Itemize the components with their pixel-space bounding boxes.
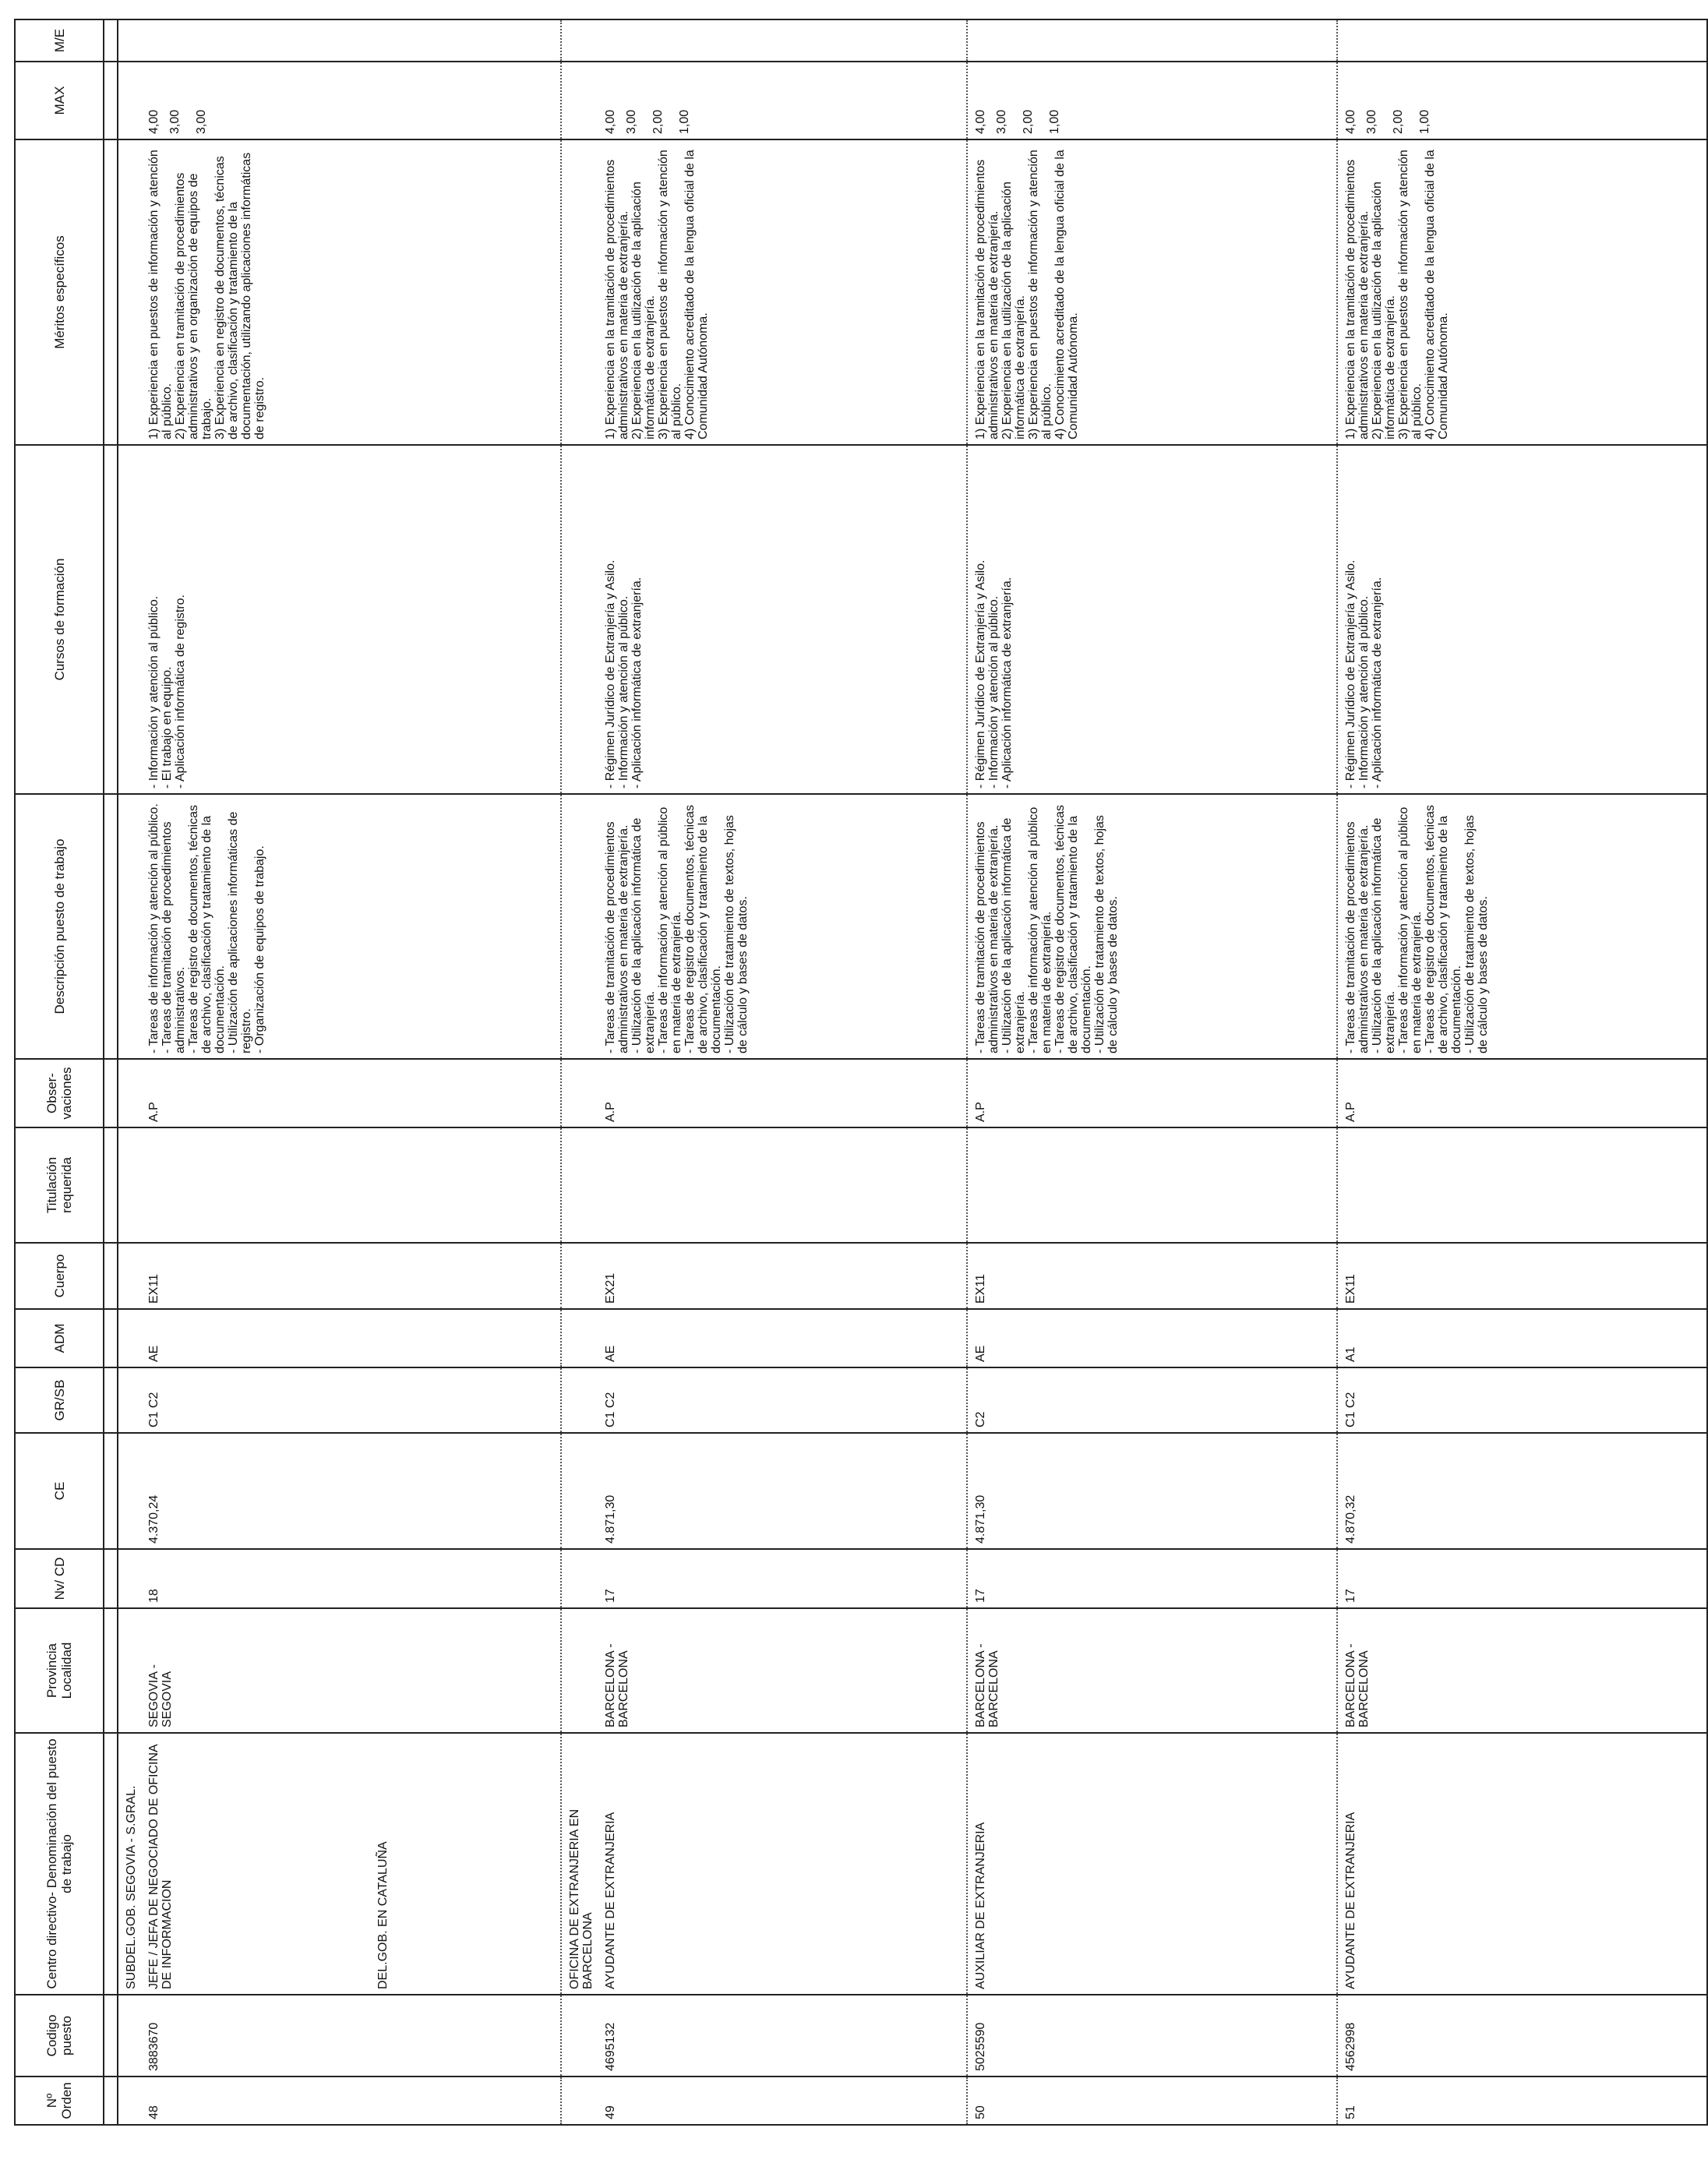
cell-observaciones: A.P: [141, 1059, 561, 1127]
meritos-line: 4) Conocimiento acreditado de la lengua oficial de la Comunidad Autónoma.: [1424, 150, 1450, 439]
unit-heading: SUBDEL.GOB. SEGOVIA - S.GRAL.: [118, 1733, 141, 1995]
cell-cuerpo: EX11: [141, 1243, 561, 1309]
empty-cell: [561, 445, 598, 794]
header-row: [15, 19, 104, 2125]
descripcion-line: - Utilización de la aplicación informática de extranjería.: [1371, 817, 1397, 1053]
cell-observaciones: A.P: [1337, 1059, 1707, 1127]
cell-max: [141, 62, 561, 139]
cell-cursos: [1337, 445, 1707, 794]
meritos-line: 3) Experiencia en puestos de información y atención al público.: [657, 150, 683, 439]
max-line: 3,00: [1365, 109, 1378, 134]
header-cuerpo: Cuerpo: [15, 1243, 104, 1309]
unit-heading: OFICINA DE EXTRANJERIA EN BARCELONA: [561, 1733, 598, 1995]
empty-cell: [118, 1608, 141, 1733]
empty-cell: [118, 2077, 141, 2125]
cell-observaciones: A.P: [598, 1059, 967, 1127]
delegation-heading: DEL.GOB. EN CATALUÑA: [376, 1841, 390, 1989]
max-line: 4,00: [974, 109, 987, 134]
header-provincia: Provincia Localidad: [15, 1608, 104, 1733]
table-row: [598, 19, 967, 2125]
cell-adm: A1: [1337, 1309, 1707, 1367]
meritos-line: 1) Experiencia en la tramitación de procedimientos administrativos en materia de extranjería.: [1344, 159, 1371, 439]
empty-cell: [118, 1549, 141, 1608]
meritos-line: 3) Experiencia en puestos de información y atención al público.: [1397, 150, 1424, 439]
cell-descripcion: [1337, 794, 1707, 1059]
empty-cell: [118, 1243, 141, 1309]
max-line: 3,00: [625, 109, 638, 134]
cursos-line: - Aplicación informática de registro.: [174, 595, 187, 789]
cell-observaciones: A.P: [967, 1059, 1337, 1127]
descripcion-line: - Tareas de tramitación de procedimientos administrativos en materia de extranjería.: [974, 821, 1000, 1053]
descripcion-line: - Tareas de información y atención al público en materia de extranjería.: [1027, 806, 1053, 1053]
empty-cell: [561, 1433, 598, 1549]
header-adm: ADM: [15, 1309, 104, 1367]
cell-meritos: [598, 139, 967, 445]
cell-cursos: [598, 445, 967, 794]
descripcion-line: - Tareas de tramitación de procedimientos administrativos en materia de extranjería.: [1344, 821, 1371, 1053]
cell-descripcion: [598, 794, 967, 1059]
cell-centro: [598, 1733, 967, 1995]
max-line: 3,00: [995, 109, 1008, 134]
header-grupo: GR/SB: [15, 1367, 104, 1433]
cursos-line: - Información y atención al público.: [147, 595, 161, 789]
header-observaciones: Obser- vaciones: [15, 1059, 104, 1127]
descripcion-line: - Tareas de información y atención al público en materia de extranjería.: [1397, 806, 1424, 1053]
cell-cuerpo: EX21: [598, 1243, 967, 1309]
max-line: 4,00: [147, 109, 161, 134]
cell-ce: 4.871,30: [967, 1433, 1337, 1549]
cell-centro: [141, 1733, 561, 1995]
cursos-line: - Régimen Jurídico de Extranjería y Asilo.: [604, 559, 617, 789]
cell-me: [598, 19, 967, 62]
cell-max: [598, 62, 967, 139]
cell-me: [1337, 19, 1707, 62]
meritos-line: 1) Experiencia en la tramitación de procedimientos administrativos en materia de extranjería.: [974, 159, 1000, 439]
cell-max: [1337, 62, 1707, 139]
cell-cuerpo: EX11: [967, 1243, 1337, 1309]
cell-titulacion: [1337, 1127, 1707, 1243]
meritos-line: 1) Experiencia en puestos de información y atención al público.: [147, 150, 174, 439]
cell-max: [967, 62, 1337, 139]
descripcion-line: - Tareas de registro de documentos, técnicas de archivo, clasificación y tratamiento de la documentación.: [1053, 805, 1093, 1053]
cursos-line: - Régimen Jurídico de Extranjería y Asilo.: [1344, 559, 1357, 789]
header-centro: Centro directivo- Denominación del puesto de trabajo: [15, 1733, 104, 1995]
cell-grupo: C1 C2: [1337, 1367, 1707, 1433]
empty-cell: [561, 2077, 598, 2125]
empty-cell: [118, 1059, 141, 1127]
empty-cell: [561, 1127, 598, 1243]
descripcion-line: - Utilización de tratamiento de textos, hojas de cálculo y bases de datos.: [1093, 815, 1120, 1053]
cell-descripcion: [141, 794, 561, 1059]
meritos-line: 4) Conocimiento acreditado de la lengua oficial de la Comunidad Autónoma.: [683, 150, 710, 439]
cell-grupo: C1 C2: [141, 1367, 561, 1433]
meritos-line: 2) Experiencia en la utilización de la aplicación informática de extranjería.: [1000, 182, 1027, 439]
cell-nivel: 17: [598, 1549, 967, 1608]
max-line: 3,00: [195, 109, 208, 134]
descripcion-line: - Tareas de registro de documentos, técnicas de archivo, clasificación y tratamiento de la documentación.: [1424, 805, 1463, 1053]
empty-cell: [118, 1995, 141, 2077]
descripcion-line: - Organización de equipos de trabajo.: [253, 845, 266, 1053]
cell-provincia: BARCELONA - BARCELONA: [1337, 1608, 1707, 1733]
cell-codigo: 4695132: [598, 1995, 967, 2077]
cursos-line: - Aplicación informática de extranjería.: [1000, 577, 1014, 789]
cell-cursos: [141, 445, 561, 794]
cursos-line: - Aplicación informática de extranjería.: [630, 577, 644, 789]
descripcion-line: - Utilización de aplicaciones informáticas de registro.: [227, 811, 253, 1053]
descripcion-line: - Tareas de información y atención al público en materia de extranjería.: [657, 806, 683, 1053]
cell-cuerpo: EX11: [1337, 1243, 1707, 1309]
cell-nivel: 18: [141, 1549, 561, 1608]
empty-cell: [118, 794, 141, 1059]
empty-cell: [118, 1367, 141, 1433]
cell-adm: AE: [967, 1309, 1337, 1367]
cell-centro: [1337, 1733, 1707, 1995]
cell-centro: [967, 1733, 1337, 1995]
meritos-line: 1) Experiencia en la tramitación de procedimientos administrativos en materia de extranjería.: [604, 159, 630, 439]
empty-cell: [561, 1059, 598, 1127]
cell-orden: 49: [598, 2077, 967, 2125]
empty-cell: [118, 1433, 141, 1549]
header-orden: Nº Orden: [15, 2077, 104, 2125]
subheading-row: [118, 19, 141, 2125]
max-line: 4,00: [604, 109, 617, 134]
table-row: [1337, 19, 1707, 2125]
cell-orden: 50: [967, 2077, 1337, 2125]
empty-cell: [561, 1309, 598, 1367]
cell-provincia: BARCELONA - BARCELONA: [598, 1608, 967, 1733]
empty-cell: [561, 1608, 598, 1733]
max-line: 1,00: [1418, 109, 1431, 134]
meritos-line: 2) Experiencia en tramitación de procedimientos administrativos y en organización de equipos de trabajo.: [174, 172, 214, 439]
header-nivel: Nv/ CD: [15, 1549, 104, 1608]
cell-meritos: [1337, 139, 1707, 445]
descripcion-line: - Tareas de información y atención al público.: [147, 803, 161, 1053]
position-name: AYUDANTE DE EXTRANJERIA: [1344, 1812, 1357, 1989]
max-line: 2,00: [1392, 109, 1405, 134]
cell-me: [967, 19, 1337, 62]
cursos-line: - Información y atención al público.: [1357, 595, 1371, 789]
position-name: AUXILIAR DE EXTRANJERIA: [974, 1822, 987, 1989]
max-line: 2,00: [651, 109, 665, 134]
empty-cell: [561, 1995, 598, 2077]
cell-orden: 51: [1337, 2077, 1707, 2125]
max-line: 1,00: [1048, 109, 1061, 134]
header-codigo: Codigo puesto: [15, 1995, 104, 2077]
empty-cell: [118, 445, 141, 794]
cell-titulacion: [141, 1127, 561, 1243]
position-name: AYUDANTE DE EXTRANJERIA: [604, 1812, 617, 1989]
descripcion-line: - Utilización de la aplicación informática de extranjería.: [1000, 817, 1027, 1053]
rotated-page: [0, 12, 1490, 2147]
cell-descripcion: [967, 794, 1337, 1059]
positions-table: [14, 19, 1708, 2126]
cursos-line: - Aplicación informática de extranjería.: [1371, 577, 1384, 789]
descripcion-line: - Utilización de la aplicación informática de extranjería.: [630, 817, 657, 1053]
cell-grupo: C2: [967, 1367, 1337, 1433]
meritos-line: 2) Experiencia en la utilización de la aplicación informática de extranjería.: [630, 182, 657, 439]
cell-ce: 4.870,32: [1337, 1433, 1707, 1549]
max-line: 4,00: [1344, 109, 1357, 134]
cell-codigo: 3883670: [141, 1995, 561, 2077]
cursos-line: - Información y atención al público.: [617, 595, 630, 789]
cell-adm: AE: [598, 1309, 967, 1367]
cursos-line: - El trabajo en equipo.: [161, 666, 174, 789]
cell-nivel: 17: [1337, 1549, 1707, 1608]
empty-cell: [118, 62, 141, 139]
descripcion-line: - Utilización de tratamiento de textos, hojas de cálculo y bases de datos.: [723, 815, 750, 1053]
cell-me: [141, 19, 561, 62]
cell-nivel: 17: [967, 1549, 1337, 1608]
meritos-line: 3) Experiencia en puestos de información y atención al público.: [1027, 150, 1053, 439]
empty-cell: [561, 1549, 598, 1608]
max-line: 1,00: [678, 109, 691, 134]
empty-cell: [561, 1367, 598, 1433]
empty-cell: [561, 19, 598, 62]
descripcion-line: - Tareas de tramitación de procedimientos administrativos en materia de extranjería.: [604, 821, 630, 1053]
cell-ce: 4.370,24: [141, 1433, 561, 1549]
empty-cell: [118, 1127, 141, 1243]
header-cursos: Cursos de formación: [15, 445, 104, 794]
meritos-line: 2) Experiencia en la utilización de la aplicación informática de extranjería.: [1371, 182, 1397, 439]
cell-orden: 48: [141, 2077, 561, 2125]
header-spacer: [104, 19, 118, 2125]
cell-meritos: [967, 139, 1337, 445]
header-titulacion: Titulación requerida: [15, 1127, 104, 1243]
header-meritos: Méritos específicos: [15, 139, 104, 445]
cell-codigo: 4562998: [1337, 1995, 1707, 2077]
cell-codigo: 5025590: [967, 1995, 1337, 2077]
empty-cell: [118, 139, 141, 445]
header-descripcion: Descripción puesto de trabajo: [15, 794, 104, 1059]
header-me: M/E: [15, 19, 104, 62]
meritos-line: 4) Conocimiento acreditado de la lengua oficial de la Comunidad Autónoma.: [1053, 150, 1080, 439]
empty-cell: [561, 62, 598, 139]
descripcion-line: - Tareas de registro de documentos, técnicas de archivo, clasificación y tratamiento de la documentación.: [683, 805, 723, 1053]
empty-cell: [118, 1309, 141, 1367]
meritos-line: 3) Experiencia en registro de documentos, técnicas de archivo, clasificación y tratamiento de la documentación, utilizando aplicaciones informáticas de registro.: [214, 152, 266, 439]
cell-cursos: [967, 445, 1337, 794]
cursos-line: - Información y atención al público.: [987, 595, 1000, 789]
cursos-line: - Régimen Jurídico de Extranjería y Asilo.: [974, 559, 987, 789]
descripcion-line: - Tareas de tramitación de procedimientos administrativos.: [161, 821, 187, 1053]
descripcion-line: - Utilización de tratamiento de textos, hojas de cálculo y bases de datos.: [1463, 815, 1490, 1053]
empty-cell: [561, 139, 598, 445]
descripcion-line: - Tareas de registro de documentos, técnicas de archivo, clasificación y tratamiento de la documentación.: [187, 805, 227, 1053]
subheading-row: [561, 19, 598, 2125]
cell-titulacion: [598, 1127, 967, 1243]
table-row: [141, 19, 561, 2125]
cell-grupo: C1 C2: [598, 1367, 967, 1433]
empty-cell: [561, 1243, 598, 1309]
cell-provincia: BARCELONA - BARCELONA: [967, 1608, 1337, 1733]
cell-provincia: SEGOVIA - SEGOVIA: [141, 1608, 561, 1733]
position-name: JEFE / JEFA DE NEGOCIADO DE OFICINA DE INFORMACION: [147, 1745, 174, 1989]
cell-ce: 4.871,30: [598, 1433, 967, 1549]
cell-titulacion: [967, 1127, 1337, 1243]
max-line: 2,00: [1022, 109, 1035, 134]
table-row: [967, 19, 1337, 2125]
max-line: 3,00: [168, 109, 182, 134]
header-ce: CE: [15, 1433, 104, 1549]
cell-adm: AE: [141, 1309, 561, 1367]
empty-cell: [118, 19, 141, 62]
cell-meritos: [141, 139, 561, 445]
empty-cell: [561, 794, 598, 1059]
header-max: MAX: [15, 62, 104, 139]
